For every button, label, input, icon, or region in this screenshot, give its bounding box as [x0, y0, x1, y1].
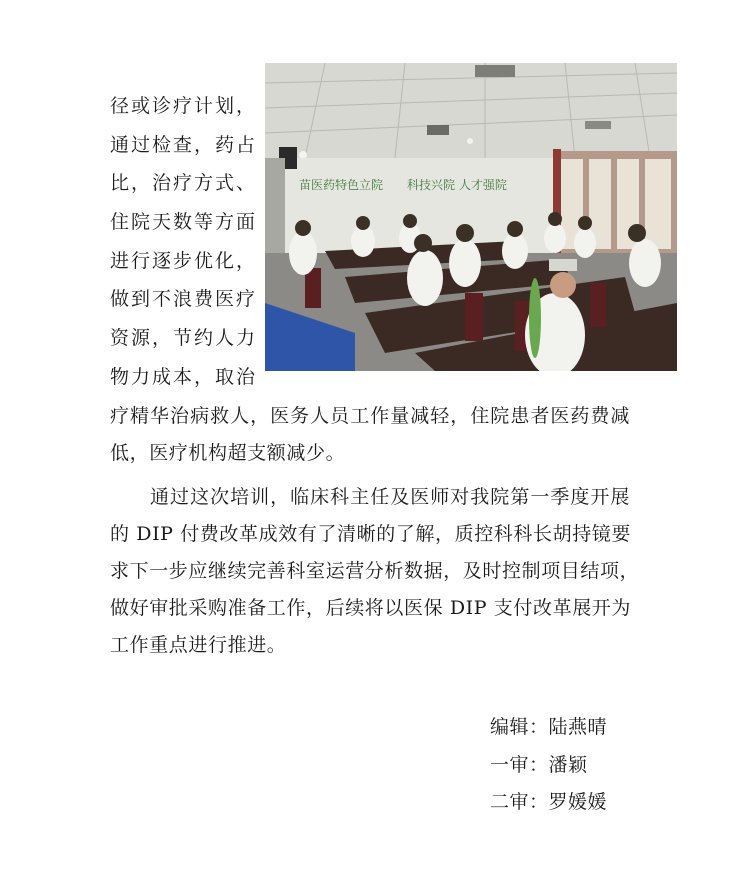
paragraph-training-summary: [110, 479, 640, 664]
editor-credit: 编辑：陆燕晴: [490, 716, 608, 738]
text-line: 进行逐步优化，: [110, 249, 258, 272]
first-review-credit: 一审：潘颖: [490, 753, 588, 776]
text-line: 工作重点进行推进。: [110, 634, 287, 656]
training-meeting-photo: [265, 63, 677, 371]
wall-banner-right: 科技兴院 人才强院: [407, 178, 507, 192]
text-line: 低，医疗机构超支额减少。: [110, 442, 346, 464]
text-line: 的 DIP 付费改革成效有了清晰的了解，质控科科长胡持镜要: [110, 523, 632, 545]
text-line: 通过这次培训，临床科主任及医师对我院第一季度开展: [110, 486, 630, 508]
paragraph-continuation: [110, 398, 630, 472]
text-line: 做好审批采购准备工作，后续将以医保 DIP 支付改革展开为: [110, 597, 632, 619]
second-review-credit: 二审：罗媛媛: [490, 791, 608, 813]
text-line: 比，治疗方式、: [110, 172, 258, 195]
editor-credits: [490, 709, 607, 822]
text-line: 物力成本，取治: [110, 365, 258, 388]
text-line: 资源，节约人力: [110, 327, 258, 350]
text-line: 做到不浪费医疗: [110, 288, 258, 311]
wall-banner-left: 苗医药特色立院: [299, 178, 384, 192]
text-line: 通过检查，药占: [110, 133, 258, 156]
text-line: 求下一步应继续完善科室运营分析数据，及时控制项目结项，: [110, 560, 640, 582]
wrapped-text-column: [110, 87, 260, 397]
text-line: 径或诊疗计划，: [110, 95, 258, 117]
text-line: 住院天数等方面: [110, 211, 258, 234]
text-line: 疗精华治病救人，医务人员工作量减轻，住院患者医药费减: [110, 405, 630, 427]
